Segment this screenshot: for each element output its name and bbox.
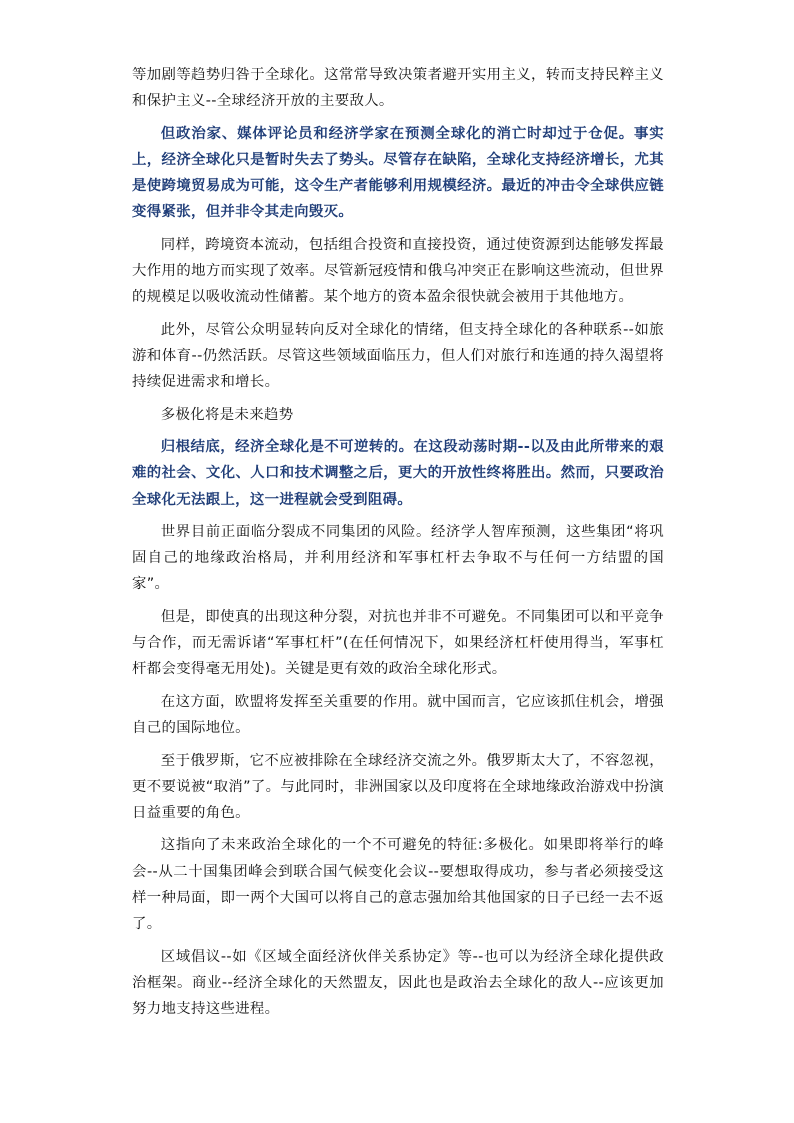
article-body (132, 62, 664, 1028)
paragraph-2-highlighted: 但政治家、媒体评论员和经济学家在预测全球化的消亡时却过于仓促。事实上，经济全球化只是暂时失去了势头。尽管存在缺陷，全球化支持经济增长，尤其是使跨境贸易成为可能，这令生产者能够利用规模经济。最近的冲击令全球供应链变得紧张，但并非令其走向毁灭。 (132, 125, 664, 221)
paragraph-6-highlighted: 归根结底，经济全球化是不可逆转的。在这段动荡时期--以及由此所带来的艰难的社会、文化、人口和技术调整之后，更大的开放性终将胜出。然而，只要政治全球化无法跟上，这一进程就会受到阻碍。 (132, 439, 664, 508)
paragraph-8: 但是，即使真的出现这种分裂，对抗也并非不可避免。不同集团可以和平竞争与合作，而无需诉诸“军事杠杆”(在任何情况下，如果经济杠杆使用得当，军事杠杆都会变得毫无用处)。关键是更有效的政治全球化形式。 (132, 608, 664, 678)
paragraph-1: 等加剧等趋势归咎于全球化。这常常导致决策者避开实用主义，转而支持民粹主义和保护主义--全球经济开放的主要敌人。 (132, 67, 664, 110)
paragraph-11: 这指向了未来政治全球化的一个不可避免的特征:多极化。如果即将举行的峰会--从二十国集团峰会到联合国气候变化会议--要想取得成功，参与者必须接受这样一种局面，即一两个大国可以将自己的意志强加给其他国家的日子已经一去不返了。 (132, 837, 664, 933)
paragraph-3: 同样，跨境资本流动，包括组合投资和直接投资，通过使资源到达能够发挥最大作用的地方而实现了效率。尽管新冠疫情和俄乌冲突正在影响这些流动，但世界的规模足以吸收流动性储蓄。某个地方的资本盈余很快就会被用于其他地方。 (132, 236, 664, 306)
paragraph-12: 区域倡议--如《区域全面经济伙伴关系协定》等--也可以为经济全球化提供政治框架。商业--经济全球化的天然盟友，因此也是政治去全球化的敌人--应该更加努力地支持这些进程。 (132, 948, 664, 1017)
paragraph-4: 此外，尽管公众明显转向反对全球化的情绪，但支持全球化的各种联系--如旅游和体育--仍然活跃。尽管这些领域面临压力，但人们对旅行和连通的持久渴望将持续促进需求和增长。 (132, 321, 664, 391)
paragraph-10: 至于俄罗斯，它不应被排除在全球经济交流之外。俄罗斯太大了，不容忽视，更不要说被“取消”了。与此同时，非洲国家以及印度将在全球地缘政治游戏中扮演日益重要的角色。 (132, 752, 664, 821)
paragraph-7: 世界目前正面临分裂成不同集团的风险。经济学人智库预测，这些集团“将巩固自己的地缘政治格局，并利用经济和军事杠杆去争取不与任何一方结盟的国家”。 (132, 524, 664, 593)
paragraph-9: 在这方面，欧盟将发挥至关重要的作用。就中国而言，它应该抓住机会，增强自己的国际地位。 (132, 693, 664, 737)
section-heading: 多极化将是未来趋势 (160, 406, 294, 423)
